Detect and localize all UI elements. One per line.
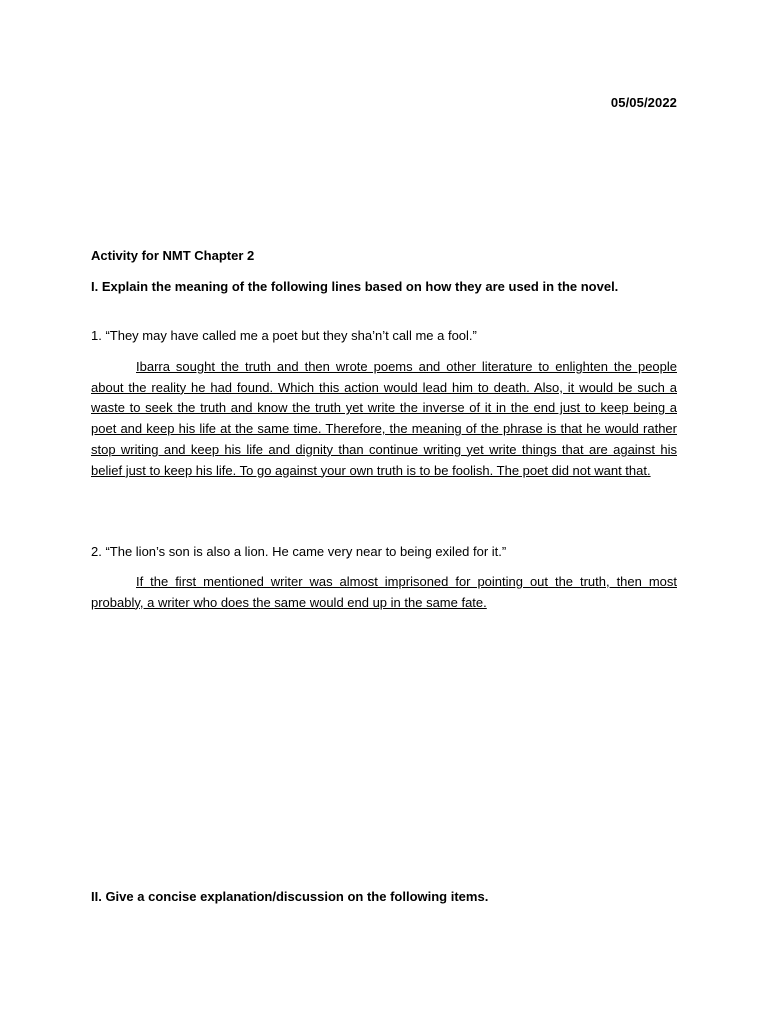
question-2: 2. “The lion’s son is also a lion. He came very near to being exiled for it.” — [91, 544, 507, 559]
answer-2: If the first mentioned writer was almost imprisoned for pointing out the truth, then most probably, a writer who does the same would end up in the same fate. — [91, 574, 677, 610]
activity-title: Activity for NMT Chapter 2 — [91, 248, 255, 263]
answer-1: Ibarra sought the truth and then wrote poems and other literature to enlighten the people about the reality he had found. Which this action would lead him to death. Also, it would be such a waste to seek the truth and know the truth yet write the inverse of it in the end just to keep being a poet and keep his life at the same time. Therefore, the meaning of the phrase is that he would rather stop writing and keep his life and dignity than continue writing yet write things that are against his belief just to keep his life. To go against your own truth is to be foolish. The poet did not want that. — [91, 359, 677, 478]
part-one-instruction: I. Explain the meaning of the following lines based on how they are used in the novel. — [91, 279, 619, 294]
question-1: 1. “They may have called me a poet but they sha’n’t call me a fool.” — [91, 328, 477, 343]
part-two-instruction: II. Give a concise explanation/discussion on the following items. — [91, 889, 489, 904]
document-date: 05/05/2022 — [610, 95, 677, 110]
